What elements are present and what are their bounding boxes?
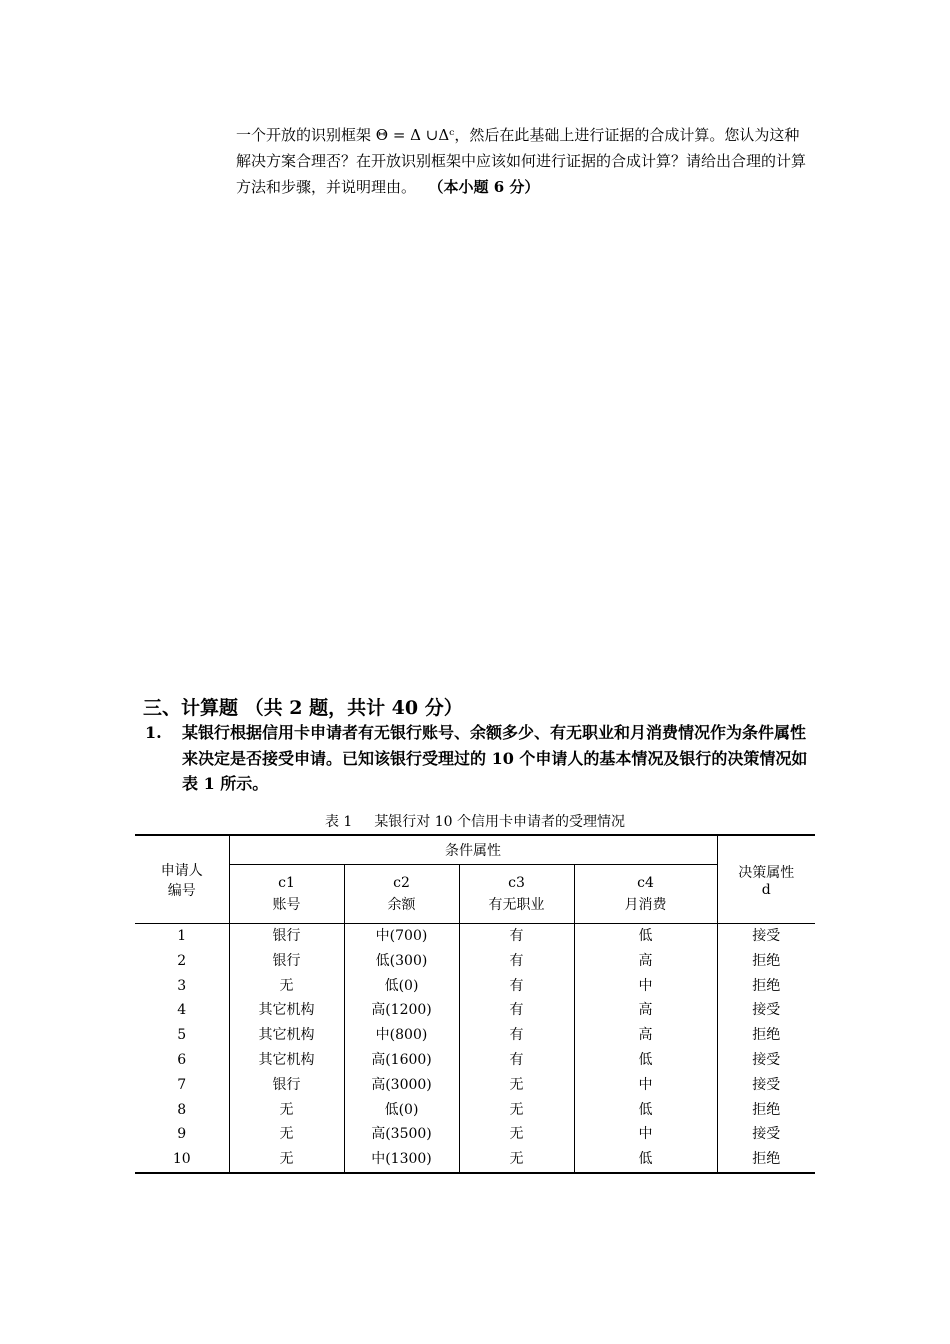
header-c4-code: c4 (637, 875, 654, 891)
table-cell: 有 (459, 1048, 574, 1073)
table-cell: 有 (459, 1023, 574, 1048)
intro-paragraph (236, 122, 811, 200)
header-decision-line2: d (761, 881, 771, 898)
table-cell: 5 (135, 1023, 229, 1048)
table-cell: 接受 (752, 1126, 781, 1143)
table-cell: 无 (229, 1098, 344, 1123)
table-cell: 低(300) (344, 949, 459, 974)
applicant-table (135, 834, 815, 1174)
table-row (135, 1048, 815, 1073)
table-cell: 中 (574, 1073, 717, 1098)
table-cell: 低(0) (344, 1098, 459, 1123)
table-cell: 1 (135, 924, 229, 949)
table-cell: 拒绝 (752, 1101, 781, 1118)
header-c1 (229, 865, 344, 924)
table-cell: 接受 (752, 1076, 781, 1093)
header-c2 (344, 865, 459, 924)
table-cell: 其它机构 (229, 998, 344, 1023)
intro-points: （本小题 6 分） (436, 178, 540, 196)
table-row (135, 1147, 815, 1173)
table-row (135, 1098, 815, 1123)
header-c2-code: c2 (393, 875, 410, 891)
table-cell: 8 (135, 1098, 229, 1123)
intro-text: 一个开放的识别框架 Θ = Δ ∪Δᶜ，然后在此基础上进行证据的合成计算。您认为这种解决方案合理否？在开放识别框架中应该如何进行证据的合成计算？请给出合理的计算方法和步骤，并说明理由。 (236, 126, 807, 196)
table-header-row-2 (135, 865, 815, 924)
table-cell: 无 (229, 1122, 344, 1147)
table-cell: 高 (574, 998, 717, 1023)
header-applicant-line1: 申请人 (160, 862, 203, 879)
table-cell: 中(700) (344, 924, 459, 949)
header-c4 (574, 865, 717, 924)
table-cell: 无 (459, 1098, 574, 1123)
table-cell: 高(3500) (344, 1122, 459, 1147)
header-decision-line1: 决策属性 (738, 864, 795, 881)
table-cell: 中 (574, 974, 717, 999)
table-body (135, 924, 815, 1173)
table-cell: 低 (574, 1098, 717, 1123)
table-cell: 无 (229, 974, 344, 999)
table-cell: 有 (459, 998, 574, 1023)
table-cell: 银行 (229, 924, 344, 949)
table-row (135, 974, 815, 999)
table-cell: 中 (574, 1122, 717, 1147)
table-cell: 无 (229, 1147, 344, 1173)
table-cell: 其它机构 (229, 1023, 344, 1048)
table-cell: 其它机构 (229, 1048, 344, 1073)
table-row (135, 1122, 815, 1147)
header-condition: 条件属性 (229, 835, 717, 865)
table-cell: 银行 (229, 1073, 344, 1098)
table-row (135, 1073, 815, 1098)
table-cell: 接受 (752, 1002, 781, 1019)
table-caption-label: 表 1 (324, 814, 353, 830)
table-cell: 接受 (752, 928, 781, 944)
table-caption-text: 某银行对 10 个信用卡申请者的受理情况 (374, 814, 626, 830)
table-cell: 有 (459, 924, 574, 949)
header-decision (717, 835, 815, 924)
table-cell: 低(0) (344, 974, 459, 999)
table-cell: 7 (135, 1073, 229, 1098)
table-row (135, 1023, 815, 1048)
table-cell: 2 (135, 949, 229, 974)
table-cell: 拒绝 (752, 977, 781, 994)
table-cell: 高(1600) (344, 1048, 459, 1073)
table-row (135, 949, 815, 974)
table-cell: 无 (459, 1147, 574, 1173)
table-cell: 9 (135, 1122, 229, 1147)
table-cell: 接受 (752, 1051, 781, 1068)
header-c1-name: 账号 (272, 897, 301, 913)
table-row (135, 998, 815, 1023)
table-caption (135, 811, 815, 833)
table-cell: 10 (135, 1147, 229, 1173)
header-applicant (135, 835, 229, 924)
header-c3-code: c3 (508, 875, 525, 891)
table-header-row-1 (135, 835, 815, 865)
table-cell: 无 (459, 1073, 574, 1098)
question-1-text: 某银行根据信用卡申请者有无银行账号、余额多少、有无职业和月消费情况作为条件属性来决定是否接受申请。已知该银行受理过的 10 个申请人的基本情况及银行的决策情况如表 1 所示。 (182, 723, 808, 793)
table-cell: 高(1200) (344, 998, 459, 1023)
table-cell: 高 (574, 1023, 717, 1048)
table-cell: 拒绝 (717, 1147, 815, 1173)
table-cell: 6 (135, 1048, 229, 1073)
table-row (135, 924, 815, 949)
header-c1-code: c1 (278, 875, 295, 891)
table-cell: 3 (135, 974, 229, 999)
table-cell: 银行 (229, 949, 344, 974)
table-cell: 中(1300) (344, 1147, 459, 1173)
header-c2-name: 余额 (387, 897, 416, 913)
header-c3-name: 有无职业 (488, 897, 545, 913)
table-cell: 低 (574, 924, 717, 949)
table-cell: 高(3000) (344, 1073, 459, 1098)
section-title: 三、计算题 （共 2 题，共计 40 分） (143, 697, 463, 719)
header-applicant-line2: 编号 (167, 882, 196, 899)
table-cell: 有 (459, 974, 574, 999)
table-cell: 低 (574, 1147, 717, 1173)
table-cell: 低 (574, 1048, 717, 1073)
header-c3 (459, 865, 574, 924)
table-cell: 4 (135, 998, 229, 1023)
question-1-number: 1. (145, 723, 162, 742)
table-cell: 无 (459, 1122, 574, 1147)
question-1 (145, 720, 813, 797)
header-c4-name: 月消费 (624, 897, 667, 913)
table-cell: 拒绝 (752, 952, 781, 969)
table-cell: 有 (459, 949, 574, 974)
table-cell: 高 (574, 949, 717, 974)
table-cell: 拒绝 (752, 1027, 781, 1044)
table-cell: 中(800) (344, 1023, 459, 1048)
